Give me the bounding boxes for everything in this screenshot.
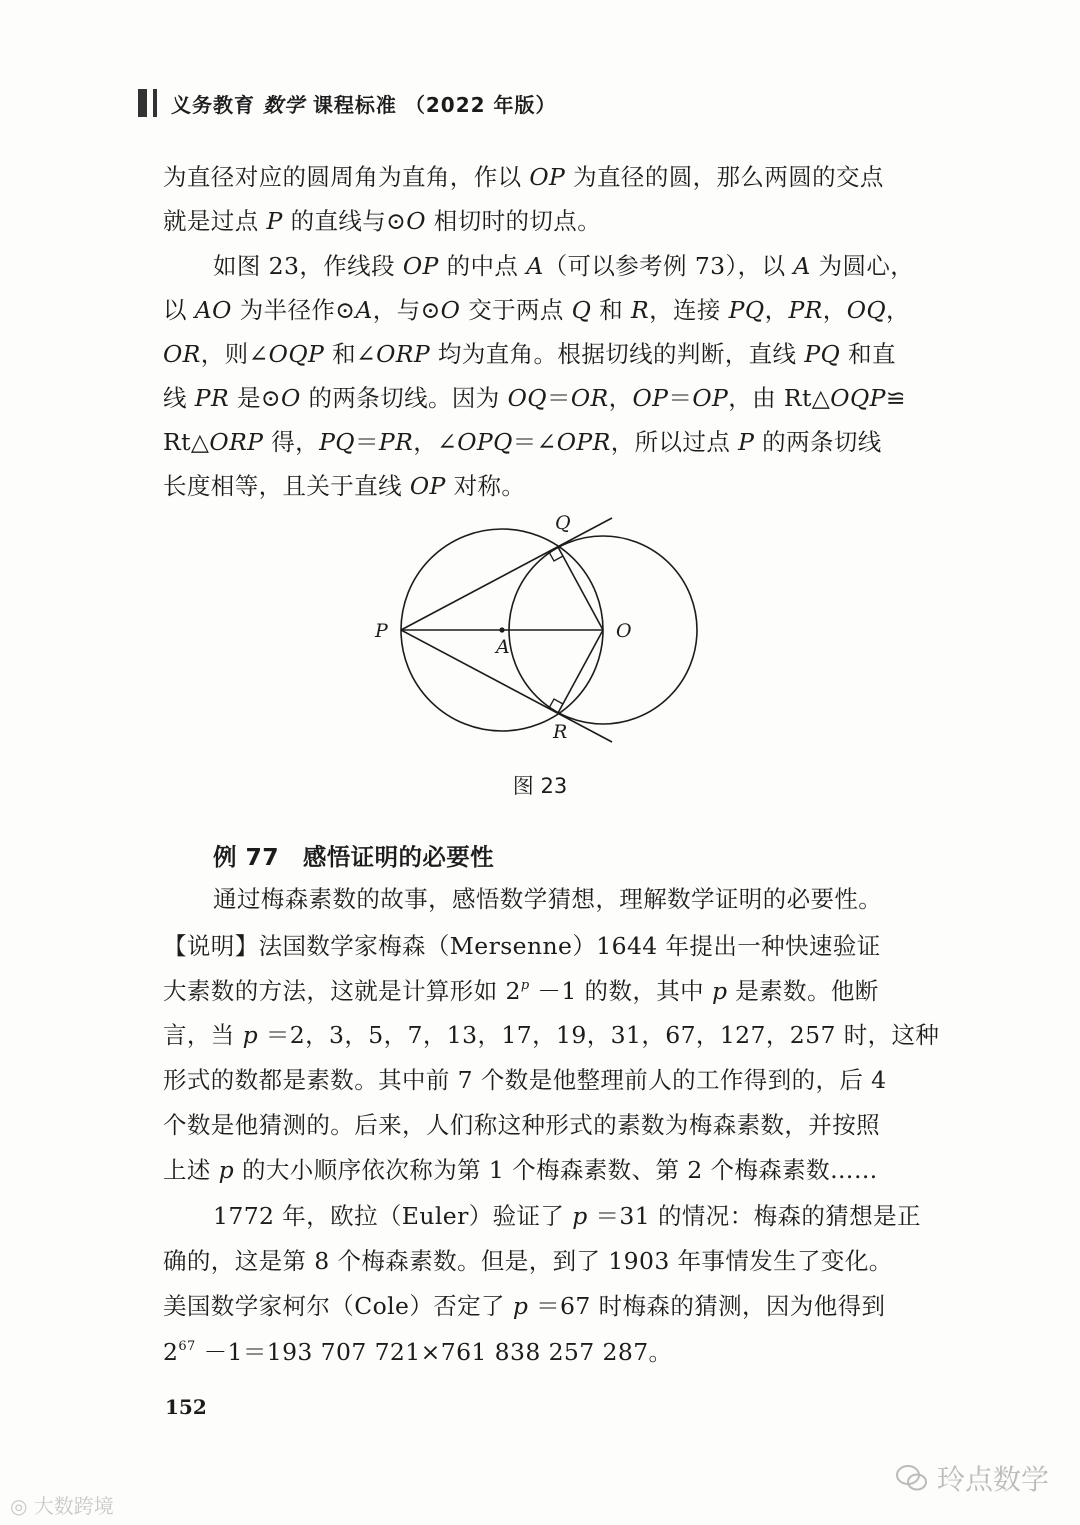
page-number: 152 [165, 1395, 207, 1419]
tangent-line-pq [401, 518, 612, 630]
header-bar-thin [153, 89, 157, 117]
text-line: $2^{67} -1=193$ 707 721×761 838 257 287。 [163, 1338, 673, 1366]
text-line: 为直径对应的圆周角为直角，作以 OP 为直径的圆，那么两圆的交点 [163, 163, 884, 191]
figure-23-diagram [360, 505, 720, 750]
header-title: 义务教育 数学 课程标准 （2022 年版） [171, 92, 557, 117]
text-line: 上述 p 的大小顺序依次称为第 1 个梅森素数、第 2 个梅森素数…… [163, 1156, 878, 1184]
text-line: 【说明】法国数学家梅森（Mersenne）1644 年提出一种快速验证 [163, 932, 881, 960]
label-q: Q [555, 512, 571, 534]
radius-oq [558, 547, 603, 630]
radius-or [558, 630, 603, 713]
watermark-right: 玲点数学 [895, 1458, 1049, 1498]
text-line: 个数是他猜测的。后来，人们称这种形式的素数为梅森素数，并按照 [163, 1111, 880, 1139]
text-line: 1772 年，欧拉（Euler）验证了 p ＝31 的情况：梅森的猜想是正 [213, 1202, 921, 1230]
text-line: Rt△ORP 得，PQ＝PR，∠OPQ＝∠OPR，所以过点 P 的两条切线 [163, 428, 882, 456]
text-line: 以 AO 为半径作⊙A，与⊙O 交于两点 Q 和 R，连接 PQ，PR，OQ， [163, 296, 910, 324]
text-line: 美国数学家柯尔（Cole）否定了 p ＝67 时梅森的猜测，因为他得到 [163, 1292, 886, 1320]
label-p: P [375, 620, 388, 642]
text-line: 通过梅森素数的故事，感悟数学猜想，理解数学证明的必要性。 [213, 885, 883, 913]
text-line: 线 PR 是⊙O 的两条切线。因为 OQ＝OR，OP＝OP，由 Rt△OQP≌ [163, 384, 906, 412]
watermark-left: ◎ 大数跨境 [10, 1494, 114, 1518]
example-heading: 例 77 感悟证明的必要性 [213, 843, 495, 871]
label-a: A [496, 636, 510, 658]
text-line: 言，当 p ＝2，3，5，7，13，17，19，31，67，127，257 时，这种 [163, 1021, 940, 1049]
text-line: OR，则∠OQP 和∠ORP 均为直角。根据切线的判断，直线 PQ 和直 [163, 340, 896, 368]
wechat-icon [895, 1463, 929, 1493]
running-header [138, 86, 557, 120]
text-line: 大素数的方法，这就是计算形如 $2^p -1$ 的数，其中 p 是素数。他断 [163, 977, 879, 1005]
text-line: 就是过点 P 的直线与⊙O 相切时的切点。 [163, 207, 602, 235]
text-line: 如图 23，作线段 OP 的中点 A（可以参考例 73），以 A 为圆心， [213, 252, 915, 280]
header-bar [138, 89, 147, 117]
text-line: 确的，这是第 8 个梅森素数。但是，到了 1903 年事情发生了变化。 [163, 1247, 893, 1275]
label-o: O [616, 620, 632, 642]
watermark-logo-icon: ◎ [10, 1494, 34, 1518]
text-line: 形式的数都是素数。其中前 7 个数是他整理前人的工作得到的，后 4 [163, 1066, 887, 1094]
text-line: 长度相等，且关于直线 OP 对称。 [163, 472, 526, 500]
figure-caption: 图 23 [512, 774, 568, 798]
label-r: R [553, 721, 568, 743]
midpoint-a [499, 627, 504, 632]
